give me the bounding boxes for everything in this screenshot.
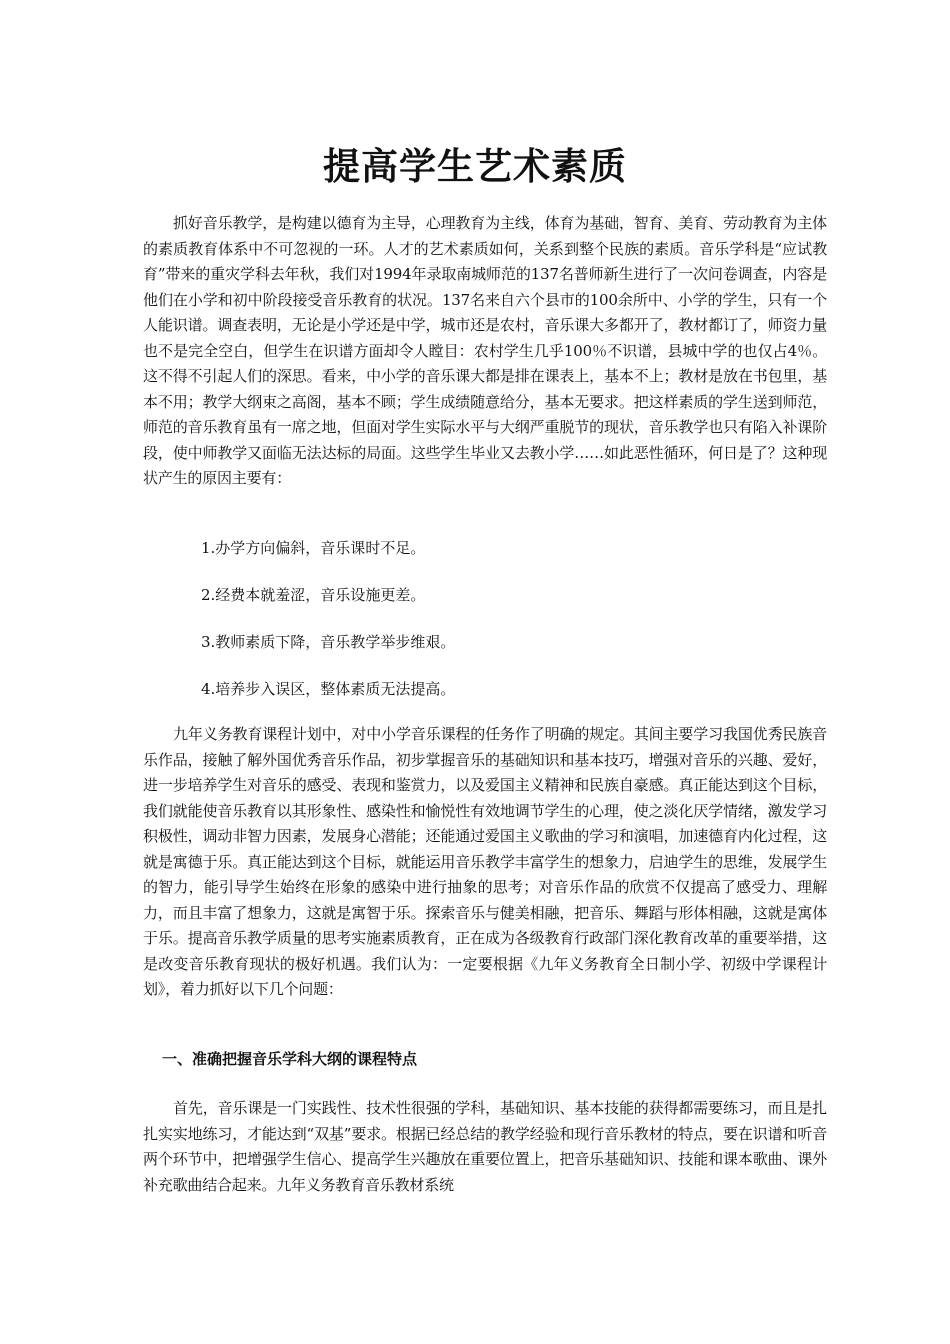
section-heading: 一、准确把握音乐学科大纲的课程特点 xyxy=(162,1050,418,1068)
reason-item-1: 1.办学方向偏斜，音乐课时不足。 xyxy=(201,539,426,557)
reason-item-2: 2.经费本就羞涩，音乐设施更差。 xyxy=(201,586,426,604)
second-paragraph: 九年义务教育课程计划中，对中小学音乐课程的任务作了明确的规定。其间主要学习我国优秀民族音乐作品，接触了解外国优秀音乐作品，初步掌握音乐的基础知识和基本技巧，增强对音乐的兴趣、爱好，进一步培养学生对音乐的感受、表现和鉴赏力，以及爱国主义精神和民族自豪感。真正能达到这个目标，我们就能使音乐教育以其形象性、感染性和愉悦性有效地调节学生的心理，使之淡化厌学情绪，激发学习积极性，调动非智力因素，发展身心潜能；还能通过爱国主义歌曲的学习和演唱，加速德育内化过程，这就是寓德于乐。真正能达到这个目标，就能运用音乐教学丰富学生的想象力，启迪学生的思维，发展学生的智力，能引导学生始终在形象的感染中进行抽象的思考；对音乐作品的欣赏不仅提高了感受力、理解力，而且丰富了想象力，这就是寓智于乐。探索音乐与健美相融，把音乐、舞蹈与形体相融，这就是寓体于乐。提高音乐教学质量的思考实施素质教育，正在成为各级教育行政部门深化教育改革的重要举措，这是改变音乐教育现状的极好机遇。我们认为：一定要根据《九年义务教育全日制小学、初级中学课程计划》，着力抓好以下几个问题： xyxy=(143,725,827,998)
section-paragraph: 首先，音乐课是一门实践性、技术性很强的学科，基础知识、基本技能的获得都需要练习，而且是扎扎实实地练习，才能达到“双基”要求。根据已经总结的教学经验和现行音乐教材的特点，要在识谱和听音两个环节中，把增强学生信心、提高学生兴趣放在重要位置上，把音乐基础知识、技能和课本歌曲、课外补充歌曲结合起来。九年义务教育音乐教材系统 xyxy=(143,1099,827,1194)
document-title: 提高学生艺术素质 xyxy=(323,145,627,188)
reason-item-3: 3.教师素质下降，音乐教学举步维艰。 xyxy=(201,633,456,651)
intro-paragraph: 抓好音乐教学，是构建以德育为主导，心理教育为主线，体育为基础，智育、美育、劳动教育为主体的素质教育体系中不可忽视的一环。人才的艺术素质如何，关系到整个民族的素质。音乐学科是“应试教育”带来的重灾学科去年秋，我们对1994年录取南城师范的137名普师新生进行了一次问卷调查，内容是他们在小学和初中阶段接受音乐教育的状况。137名来自六个县市的100余所中、小学的学生，只有一个人能识谱。调查表明，无论是小学还是中学，城市还是农村，音乐课大多都开了，教材都订了，师资力量也不是完全空白，但学生在识谱方面却令人瞠目：农村学生几乎100％不识谱，县城中学的也仅占4％。这不得不引起人们的深思。看来，中小学的音乐课大都是排在课表上，基本不上；教材是放在书包里，基本不用；教学大纲束之高阁，基本不顾；学生成绩随意给分，基本无要求。把这样素质的学生送到师范，师范的音乐教育虽有一席之地，但面对学生实际水平与大纲严重脱节的现状，音乐教学也只有陷入补课阶段，使中师教学又面临无法达标的局面。这些学生毕业又去教小学……如此恶性循环，何日是了？这种现状产生的原因主要有： xyxy=(143,214,827,487)
reason-item-4: 4.培养步入误区，整体素质无法提高。 xyxy=(201,680,456,698)
